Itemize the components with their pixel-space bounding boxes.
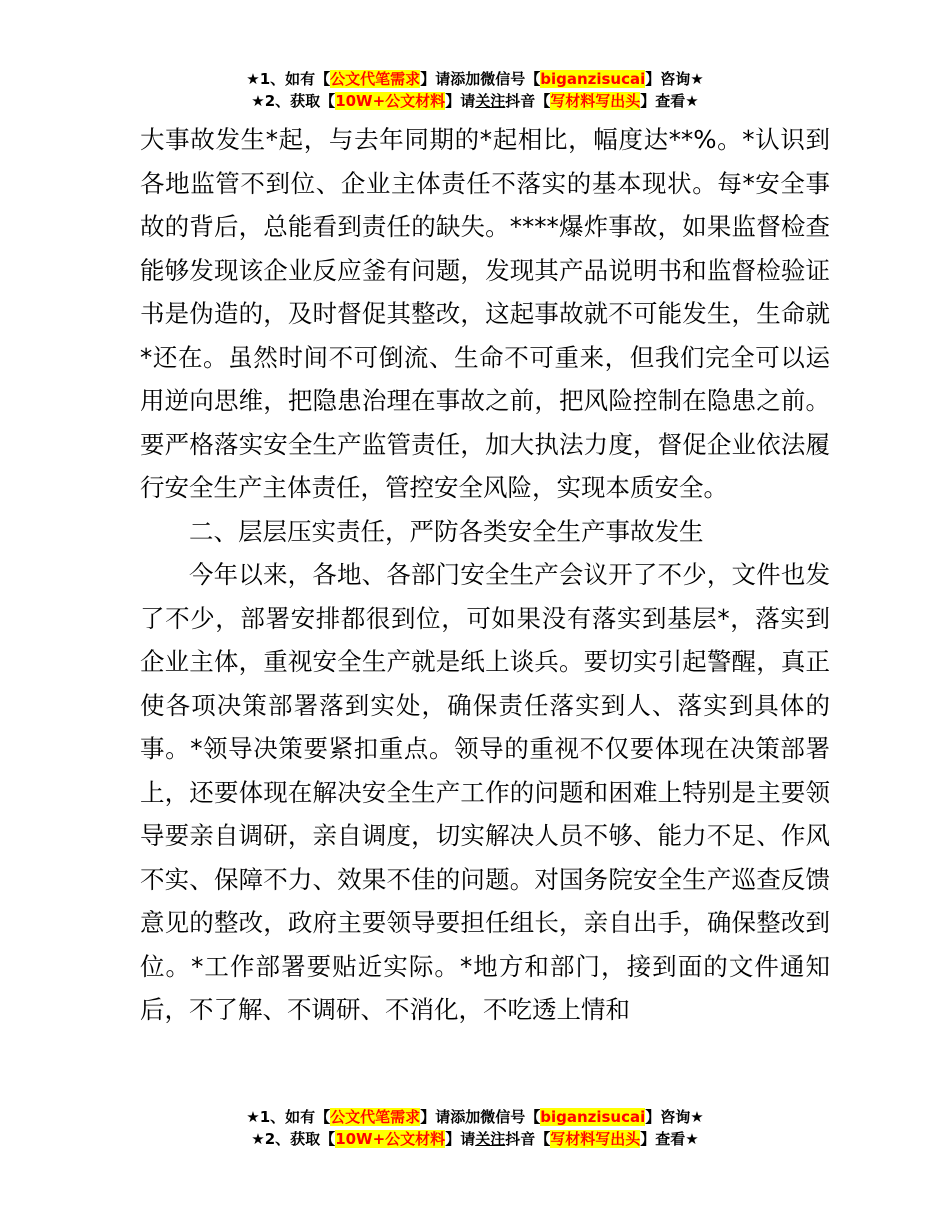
- highlight-douyin-account: 写材料写出头: [550, 1130, 641, 1148]
- highlight-wechat-id: biganzisucai: [540, 70, 646, 88]
- footer-banner: [0, 1106, 950, 1150]
- document-body: [140, 118, 830, 1032]
- banner-text: 】查看★: [640, 1130, 699, 1148]
- banner-text: 】咨询★: [645, 70, 704, 88]
- highlight-service: 公文代笔需求: [330, 1108, 421, 1126]
- header-banner: [0, 68, 950, 112]
- banner-text: ★1、如有【: [246, 1108, 331, 1126]
- banner-text: 】请添加微信号【: [420, 1108, 541, 1126]
- underlined-follow: 关注: [475, 92, 506, 110]
- highlight-materials: 10W+公文材料: [335, 92, 446, 110]
- banner-line-1: [0, 1106, 950, 1128]
- banner-line-2: [0, 1128, 950, 1150]
- banner-text: 抖音【: [505, 92, 551, 110]
- banner-text: 】咨询★: [645, 1108, 704, 1126]
- underlined-follow: 关注: [475, 1130, 506, 1148]
- highlight-service: 公文代笔需求: [330, 70, 421, 88]
- banner-line-2: [0, 90, 950, 112]
- banner-text: 抖音【: [505, 1130, 551, 1148]
- banner-text: 】查看★: [640, 92, 699, 110]
- highlight-materials: 10W+公文材料: [335, 1130, 446, 1148]
- paragraph-1: 大事故发生*起，与去年同期的*起相比，幅度达**%。*认识到各地监管不到位、企业主体责任不落实的基本现状。每*安全事故的背后，总能看到责任的缺失。****爆炸事故，如果监督检查能够发现该企业反应釜有问题，发现其产品说明书和监督检验证书是伪造的，及时督促其整改，这起事故就不可能发生，生命就*还在。虽然时间不可倒流、生命不可重来，但我们完全可以运用逆向思维，把隐患治理在事故之前，把风险控制在隐患之前。要严格落实安全生产监管责任，加大执法力度，督促企业依法履行安全生产主体责任，管控安全风险，实现本质安全。: [140, 125, 830, 502]
- banner-text: 】请: [445, 92, 476, 110]
- banner-text: ★1、如有【: [246, 70, 331, 88]
- paragraph-2: 今年以来，各地、各部门安全生产会议开了不少，文件也发了不少，部署安排都很到位，可如果没有落实到基层*，落实到企业主体，重视安全生产就是纸上谈兵。要切实引起警醒，真正使各项决策部署落到实处，确保责任落实到人、落实到具体的事。*领导决策要紧扣重点。领导的重视不仅要体现在决策部署上，还要体现在解决安全生产工作的问题和困难上特别是主要领导要亲自调研，亲自调度，切实解决人员不够、能力不足、作风不实、保障不力、效果不佳的问题。对国务院安全生产巡查反馈意见的整改，政府主要领导要担任组长，亲自出手，确保整改到位。*工作部署要贴近实际。*地方和部门，接到面的文件通知后，不了解、不调研、不消化，不吃透上情和: [140, 560, 830, 1024]
- banner-text: 】请添加微信号【: [420, 70, 541, 88]
- banner-text: ★2、获取【: [251, 1130, 336, 1148]
- banner-line-1: [0, 68, 950, 90]
- highlight-wechat-id: biganzisucai: [540, 1108, 646, 1126]
- banner-text: ★2、获取【: [251, 92, 336, 110]
- banner-text: 】请: [445, 1130, 476, 1148]
- section-heading-2: 二、层层压实责任，严防各类安全生产事故发生: [189, 516, 704, 546]
- highlight-douyin-account: 写材料写出头: [550, 92, 641, 110]
